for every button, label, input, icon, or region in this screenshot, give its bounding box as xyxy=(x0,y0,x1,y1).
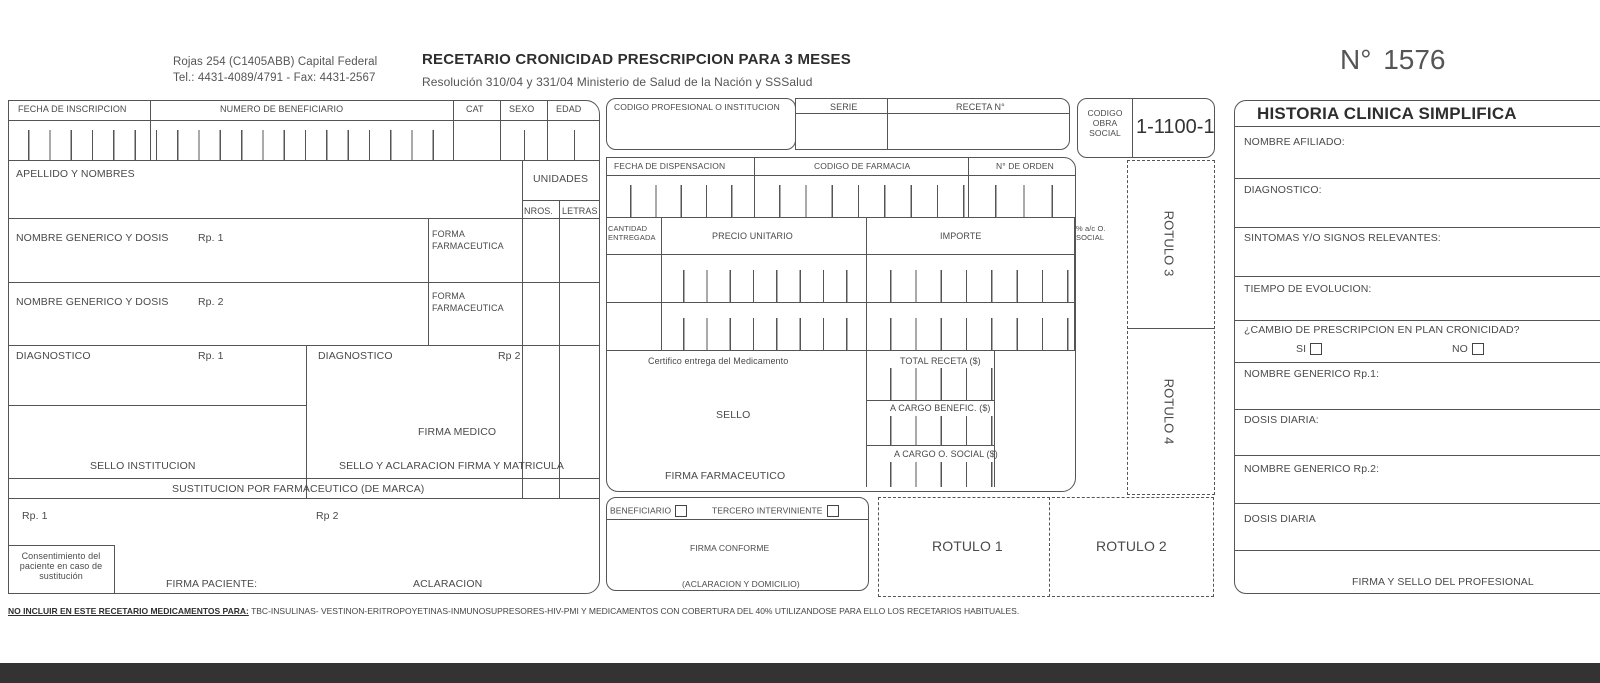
no-checkbox[interactable] xyxy=(1472,343,1484,355)
forma1-label: FORMA FARMACEUTICA xyxy=(432,229,504,251)
pct-social-label: % a/c O. SOCIAL xyxy=(1076,224,1106,242)
beneficiary-tick-cells[interactable] xyxy=(8,130,453,160)
number-value: 1576 xyxy=(1383,44,1446,75)
generico-rp1-label: NOMBRE GENERICO Rp.1: xyxy=(1244,368,1380,380)
firma-medico-label: FIRMA MEDICO xyxy=(418,426,497,438)
footer-text: TBC-INSULINAS- VESTINON-ERITROPOYETINAS-INMUNOSUPRESORES-HIV-PMI Y MEDICAMENTOS CON COBERTURA DEL 40% UTILIZANDOSE PARA ELLO LOS RECETARIOS HABITUALES. xyxy=(251,606,1020,616)
generico2-rp: Rp. 2 xyxy=(198,296,224,308)
precio-cells-2[interactable] xyxy=(661,318,866,350)
serie-label: SERIE xyxy=(830,102,858,112)
total-receta-label: TOTAL RECETA ($) xyxy=(900,356,981,366)
sello-label: SELLO xyxy=(716,409,751,421)
tercero-option[interactable] xyxy=(712,505,839,517)
edad-label: EDAD xyxy=(556,104,582,114)
aclaracion-label: ACLARACION xyxy=(413,578,483,590)
si-option[interactable] xyxy=(1296,343,1322,355)
generico-rp2-label: NOMBRE GENERICO Rp.2: xyxy=(1244,463,1380,475)
form-number xyxy=(1340,44,1446,76)
sust-rp2: Rp 2 xyxy=(316,510,339,522)
firma-sello-label: FIRMA Y SELLO DEL PROFESIONAL xyxy=(1352,576,1534,588)
fecha-dispensacion-label: FECHA DE DISPENSACION xyxy=(614,161,726,171)
cat-label: CAT xyxy=(466,104,484,114)
firma-paciente-label: FIRMA PACIENTE: xyxy=(166,578,258,590)
no-label: NO xyxy=(1452,343,1468,355)
dosis1-label: DOSIS DIARIA: xyxy=(1244,414,1319,426)
apellido-field[interactable] xyxy=(8,160,522,218)
sello-institucion-label: SELLO INSTITUCION xyxy=(90,460,196,472)
codigo-obra-social-value: 1-1100-1 xyxy=(1136,116,1215,138)
n-orden-cells[interactable] xyxy=(968,185,1076,217)
codigo-obra-social-label: CODIGO OBRA SOCIAL xyxy=(1087,108,1123,138)
historia-title: HISTORIA CLINICA SIMPLIFICA xyxy=(1257,104,1517,123)
address-line-1: Rojas 254 (C1405ABB) Capital Federal xyxy=(173,56,378,68)
number-label: N° xyxy=(1340,44,1372,75)
consentimiento-label: Consentimiento del paciente en caso de sustitución xyxy=(19,551,103,581)
rotulo2-label: ROTULO 2 xyxy=(1096,538,1167,554)
cambio-label: ¿CAMBIO DE PRESCRIPCION EN PLAN CRONICIDAD? xyxy=(1244,324,1520,336)
bottom-bar xyxy=(0,663,1600,683)
importe-cells-1[interactable] xyxy=(866,270,1074,302)
total-cells[interactable] xyxy=(866,368,994,400)
firma-farmaceutico-label: FIRMA FARMACEUTICO xyxy=(665,470,786,482)
codigo-profesional-label: CODIGO PROFESIONAL O INSTITUCION xyxy=(614,102,780,112)
cantidad-label: CANTIDAD ENTREGADA xyxy=(608,224,656,242)
fecha-inscripcion-label: FECHA DE INSCRIPCION xyxy=(18,104,127,114)
receta-label: RECETA N° xyxy=(956,102,1005,112)
cargo-social-label: A CARGO O. SOCIAL ($) xyxy=(894,449,998,459)
diag2-rp: Rp 2 xyxy=(498,350,521,362)
address-line-2: Tel.: 4431-4089/4791 - Fax: 4431-2567 xyxy=(173,72,376,84)
diag1-rp: Rp. 1 xyxy=(198,350,224,362)
forma2-label: FORMA FARMACEUTICA xyxy=(432,291,504,313)
resolution-text: Resolución 310/04 y 331/04 Ministerio de Salud de la Nación y SSSalud xyxy=(422,75,813,89)
numero-beneficiario-label: NUMERO DE BENEFICIARIO xyxy=(220,104,344,114)
sintomas-label: SINTOMAS Y/O SIGNOS RELEVANTES: xyxy=(1244,232,1441,244)
codigo-farmacia-label: CODIGO DE FARMACIA xyxy=(814,161,911,171)
footer-prefix: NO INCLUIR EN ESTE RECETARIO MEDICAMENTOS PARA: xyxy=(8,606,249,616)
fecha-dispensacion-cells[interactable] xyxy=(606,185,754,217)
cargo-benef-label: A CARGO BENEFIC. ($) xyxy=(890,403,991,413)
rotulo3-label: ROTULO 3 xyxy=(1161,210,1177,277)
sexo-label: SEXO xyxy=(509,104,535,114)
tiempo-label: TIEMPO DE EVOLUCION: xyxy=(1244,283,1372,295)
importe-label: IMPORTE xyxy=(940,231,982,241)
nombre-afiliado-label: NOMBRE AFILIADO: xyxy=(1244,136,1345,148)
diagnostico-label: DIAGNOSTICO: xyxy=(1244,184,1322,196)
beneficiario-label: BENEFICIARIO xyxy=(610,505,672,516)
cargo-social-cells[interactable] xyxy=(866,462,994,487)
dosis2-label: DOSIS DIARIA xyxy=(1244,513,1316,525)
n-orden-label: N° DE ORDEN xyxy=(996,161,1054,171)
generico2-label: NOMBRE GENERICO Y DOSIS xyxy=(16,296,169,308)
aclaracion-domicilio-label: (ACLARACION Y DOMICILIO) xyxy=(682,579,800,589)
rotulo1-label: ROTULO 1 xyxy=(932,538,1003,554)
generico1-label: NOMBRE GENERICO Y DOSIS xyxy=(16,232,169,244)
codigo-farmacia-cells[interactable] xyxy=(754,185,968,217)
cargo-benef-cells[interactable] xyxy=(866,416,994,445)
generico1-rp: Rp. 1 xyxy=(198,232,224,244)
diag1-label: DIAGNOSTICO xyxy=(16,350,91,362)
sello-aclaracion-label: SELLO Y ACLARACION FIRMA Y MATRICULA xyxy=(339,460,564,472)
certifico-label: Certifico entrega del Medicamento xyxy=(648,356,789,366)
unidades-label: UNIDADES xyxy=(533,173,589,185)
footer-note xyxy=(8,606,1019,616)
si-checkbox[interactable] xyxy=(1310,343,1322,355)
form-title: RECETARIO CRONICIDAD PRESCRIPCION PARA 3 MESES xyxy=(422,51,851,68)
importe-cells-2[interactable] xyxy=(866,318,1074,350)
beneficiario-option[interactable] xyxy=(610,505,687,517)
tercero-label: TERCERO INTERVINIENTE xyxy=(712,505,823,516)
sustitucion-label: SUSTITUCION POR FARMACEUTICO (DE MARCA) xyxy=(172,483,425,495)
diag2-label: DIAGNOSTICO xyxy=(318,350,393,362)
nros-label: NROS. xyxy=(524,206,554,216)
tercero-checkbox[interactable] xyxy=(827,505,839,517)
no-option[interactable] xyxy=(1452,343,1484,355)
sust-rp1: Rp. 1 xyxy=(22,510,48,522)
precio-cells-1[interactable] xyxy=(661,270,866,302)
firma-conforme-label: FIRMA CONFORME xyxy=(690,543,770,553)
rotulo4-label: ROTULO 4 xyxy=(1161,378,1177,445)
apellido-label: APELLIDO Y NOMBRES xyxy=(16,168,135,180)
beneficiario-checkbox[interactable] xyxy=(675,505,687,517)
precio-unitario-label: PRECIO UNITARIO xyxy=(712,231,793,241)
si-label: SI xyxy=(1296,343,1307,355)
letras-label: LETRAS xyxy=(562,206,598,216)
